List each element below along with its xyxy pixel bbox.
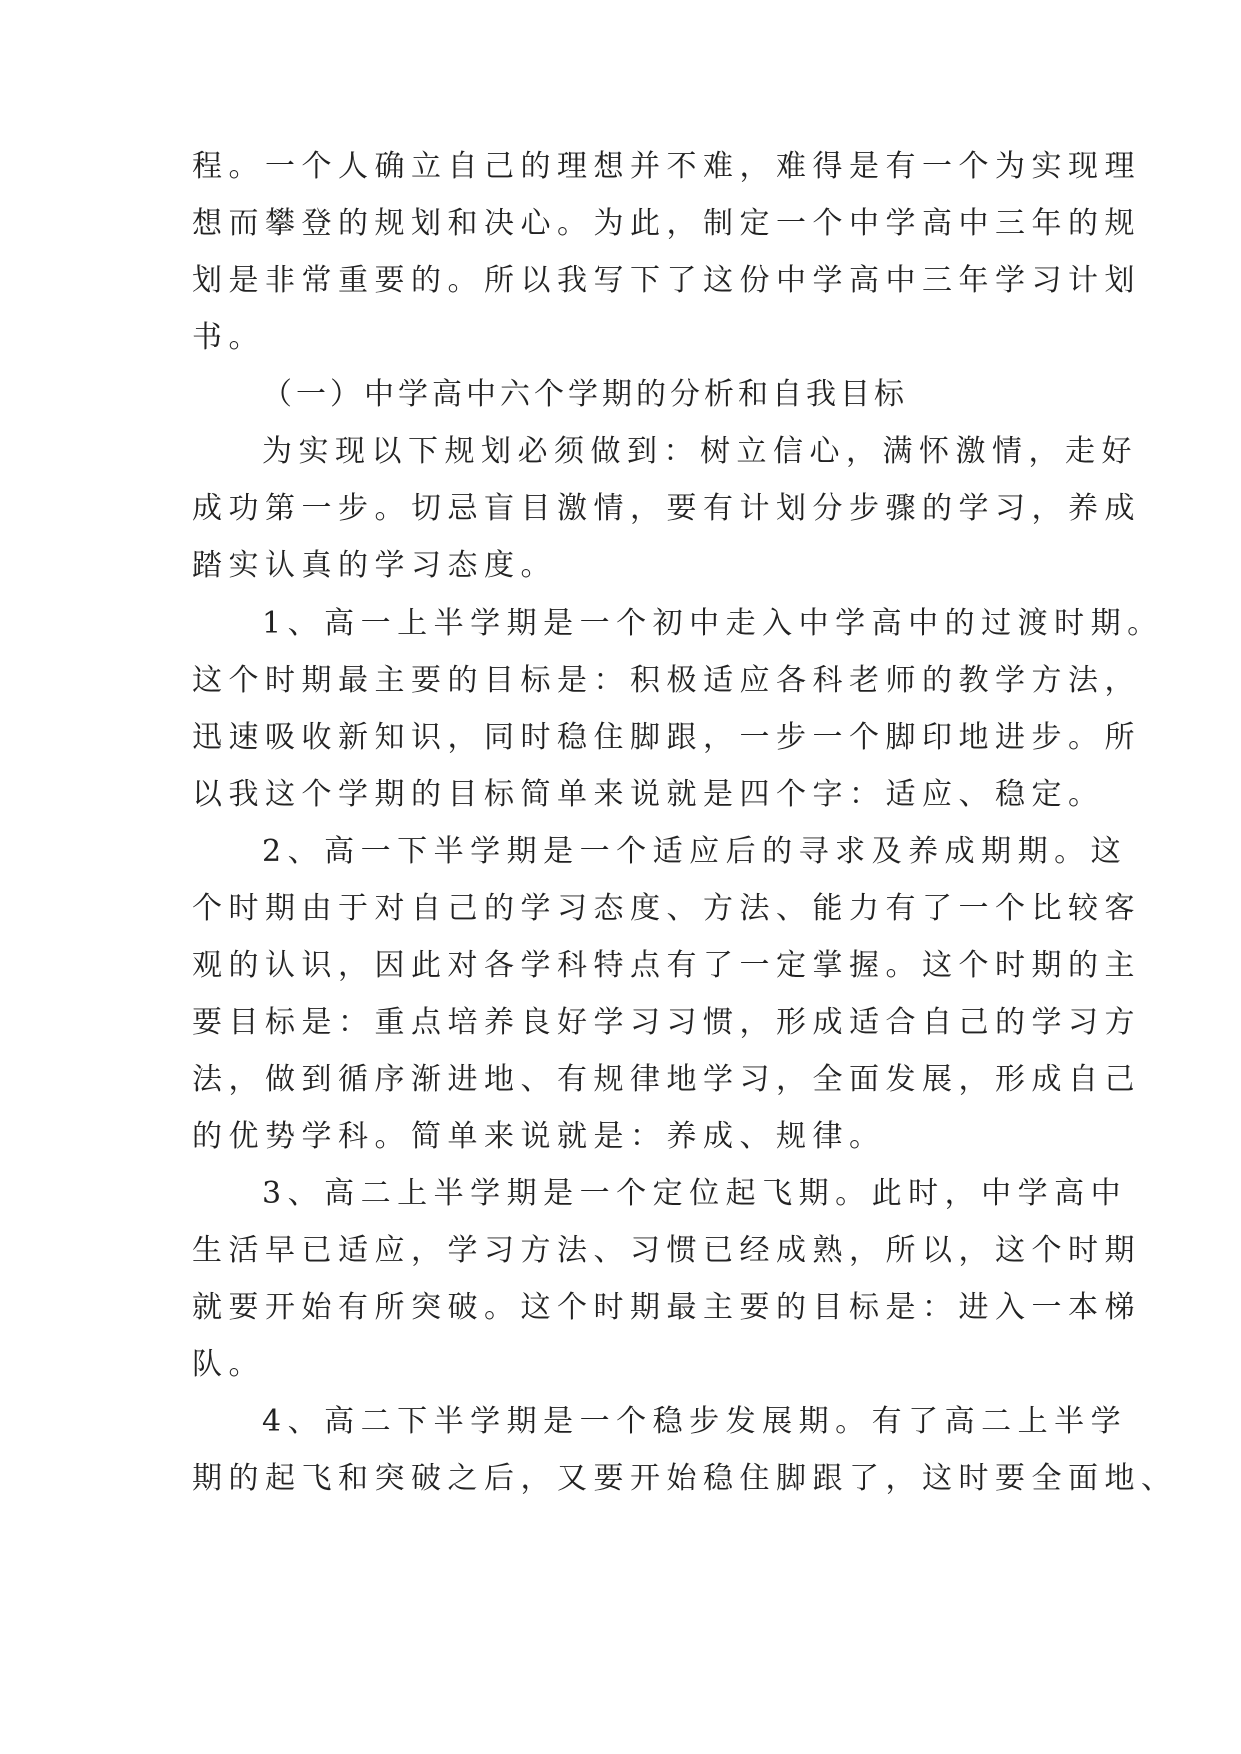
text-line: 想而攀登的规划和决心。为此，制定一个中学高中三年的规 xyxy=(192,206,1141,241)
text-line: 的优势学科。简单来说就是：养成、规律。 xyxy=(192,1119,886,1154)
paragraph-start: 1、高一上半学期是一个初中走入中学高中的过渡时期。 xyxy=(262,606,1164,641)
text-line: 要目标是：重点培养良好学习习惯，形成适合自己的学习方 xyxy=(192,1005,1141,1040)
paragraph-start: 2、高一下半学期是一个适应后的寻求及养成期期。这 xyxy=(262,834,1128,869)
text-line: 划是非常重要的。所以我写下了这份中学高中三年学习计划 xyxy=(192,263,1141,298)
paragraph-start: 4、高二下半学期是一个稳步发展期。有了高二上半学 xyxy=(262,1404,1128,1439)
text-line: 迅速吸收新知识，同时稳住脚跟，一步一个脚印地进步。所 xyxy=(192,720,1141,755)
text-line: 期的起飞和突破之后，又要开始稳住脚跟了，这时要全面地、 xyxy=(192,1461,1178,1496)
text-line: 就要开始有所突破。这个时期最主要的目标是：进入一本梯 xyxy=(192,1290,1141,1325)
paragraph-start: 3、高二上半学期是一个定位起飞期。此时，中学高中 xyxy=(262,1176,1128,1211)
text-line: 队。 xyxy=(192,1347,265,1382)
text-line: 以我这个学期的目标简单来说就是四个字：适应、稳定。 xyxy=(192,777,1105,812)
paragraph-start: 为实现以下规划必须做到：树立信心，满怀激情，走好 xyxy=(262,434,1138,469)
text-line: 观的认识，因此对各学科特点有了一定掌握。这个时期的主 xyxy=(192,948,1141,983)
text-line: 个时期由于对自己的学习态度、方法、能力有了一个比较客 xyxy=(192,891,1141,926)
text-line: 法，做到循序渐进地、有规律地学习，全面发展，形成自己 xyxy=(192,1062,1141,1097)
text-line: 成功第一步。切忌盲目激情，要有计划分步骤的学习，养成 xyxy=(192,491,1141,526)
text-line: 书。 xyxy=(192,320,265,355)
text-line: 程。一个人确立自己的理想并不难，难得是有一个为实现理 xyxy=(192,149,1141,184)
text-line: 踏实认真的学习态度。 xyxy=(192,548,557,583)
text-line: 生活早已适应，学习方法、习惯已经成熟，所以，这个时期 xyxy=(192,1233,1141,1268)
section-heading: （一）中学高中六个学期的分析和自我目标 xyxy=(262,377,908,412)
text-line: 这个时期最主要的目标是：积极适应各科老师的教学方法， xyxy=(192,663,1141,698)
